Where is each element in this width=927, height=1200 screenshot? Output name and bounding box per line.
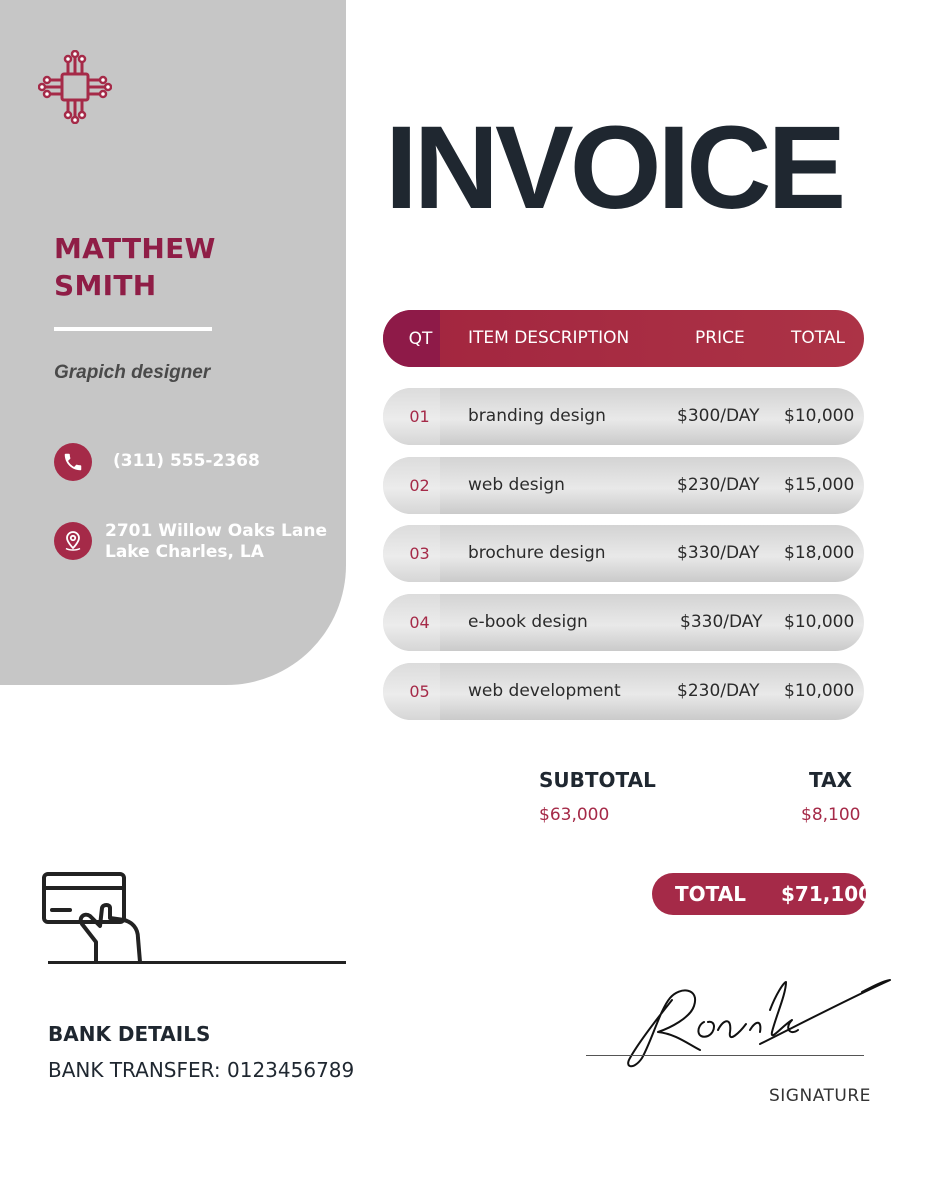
row-price: $330/DAY — [680, 612, 763, 632]
signature-line — [586, 1055, 864, 1056]
subtotal-label: SUBTOTAL — [539, 768, 656, 792]
row-qt: 04 — [383, 594, 440, 651]
handwritten-signature — [600, 970, 900, 1080]
header-total: TOTAL — [791, 328, 845, 348]
phone-icon — [54, 443, 92, 481]
row-price: $300/DAY — [677, 406, 760, 426]
bank-transfer-number: BANK TRANSFER: 0123456789 — [48, 1058, 355, 1082]
row-description: web design — [468, 475, 565, 495]
bank-details-title: BANK DETAILS — [48, 1022, 211, 1046]
row-total: $10,000 — [784, 612, 855, 632]
row-price: $330/DAY — [677, 543, 760, 563]
row-description: brochure design — [468, 543, 606, 563]
row-total: $18,000 — [784, 543, 855, 563]
sender-role: Grapich designer — [54, 362, 211, 383]
row-qt: 01 — [383, 388, 440, 445]
signature-label: SIGNATURE — [769, 1086, 871, 1106]
sender-phone: (311) 555-2368 — [113, 451, 260, 471]
table-header — [383, 310, 864, 367]
sender-name-line1: MATTHEW — [54, 232, 216, 265]
location-pin-icon — [54, 522, 92, 560]
name-divider — [54, 327, 212, 331]
table-row — [383, 388, 864, 445]
sender-name — [54, 230, 314, 304]
row-description: branding design — [468, 406, 606, 426]
row-description: web development — [468, 681, 621, 701]
invoice-title: INVOICE — [385, 102, 843, 234]
total-label: TOTAL — [675, 882, 746, 906]
table-row — [383, 663, 864, 720]
circuit-chip-icon — [38, 50, 112, 124]
row-description: e-book design — [468, 612, 588, 632]
row-qt: 05 — [383, 663, 440, 720]
card-in-hand-icon — [40, 868, 146, 964]
header-description: ITEM DESCRIPTION — [468, 328, 630, 348]
table-row — [383, 457, 864, 514]
row-total: $10,000 — [784, 681, 855, 701]
sender-address — [105, 521, 327, 563]
tax-label: TAX — [809, 768, 852, 792]
table-row — [383, 525, 864, 582]
row-total: $15,000 — [784, 475, 855, 495]
row-qt: 02 — [383, 457, 440, 514]
bank-divider — [48, 961, 346, 964]
total-value: $71,100 — [781, 882, 873, 906]
row-qt: 03 — [383, 525, 440, 582]
subtotal-value: $63,000 — [539, 805, 610, 825]
address-line1: 2701 Willow Oaks Lane — [105, 521, 327, 541]
header-qt: QT — [383, 310, 440, 367]
row-price: $230/DAY — [677, 681, 760, 701]
row-price: $230/DAY — [677, 475, 760, 495]
address-line2: Lake Charles, LA — [105, 542, 264, 562]
tax-value: $8,100 — [801, 805, 861, 825]
row-total: $10,000 — [784, 406, 855, 426]
table-row — [383, 594, 864, 651]
total-badge — [652, 873, 873, 915]
sender-name-line2: SMITH — [54, 269, 157, 302]
header-price: PRICE — [695, 328, 745, 348]
